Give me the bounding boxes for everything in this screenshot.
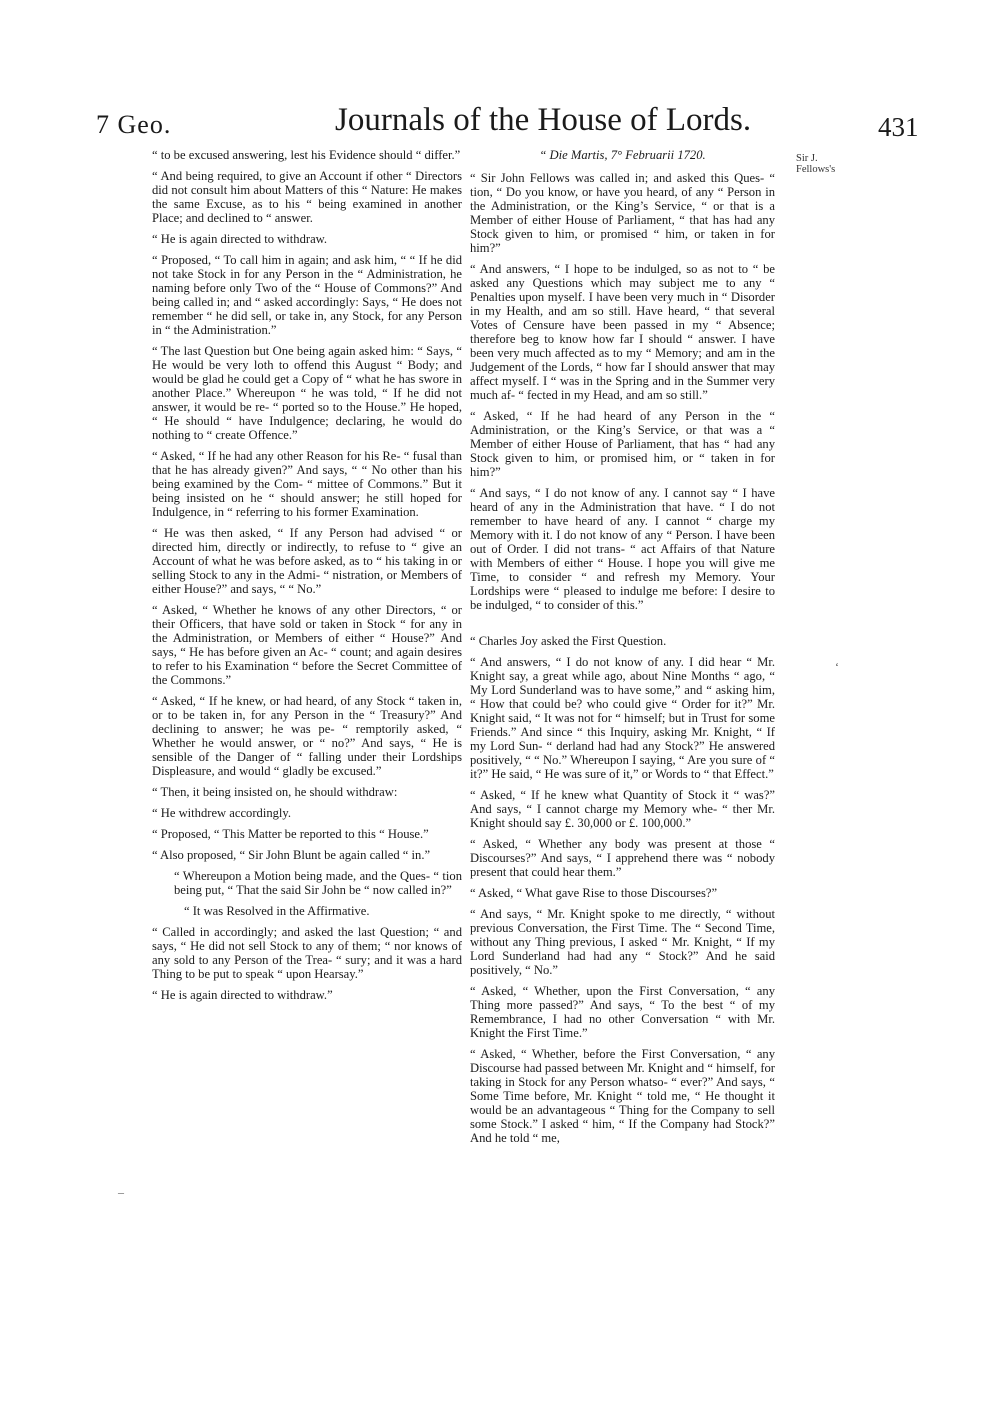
paragraph: “ He withdrew accordingly. (152, 806, 292, 820)
stray-mark: – (118, 1185, 124, 1199)
paragraph: “ And answers, “ I do not know of any. I did hear “ Mr. Knight say, a great while ago, about Nine Months “ ago, “ My Lord Sunderland was to have some,” and “ asking him, “ How that could be? who could give “ Order for it?” Mr. Knight said, “ It was not for “ himself; but in Trust for some Friends.” And since “ this Inquiry, asking Mr. Knight, “ If my Lord Sun- “ derland had had any Stock?” He answered positively, “ “ No.” Whereupon I saying, “ Are you sure of “ it?” He said, “ He was sure of it,” or Words to “ that Effect.” (470, 655, 775, 781)
stray-mark: ‘ (835, 660, 839, 674)
date-heading: “ Die Martis, 7° Februarii 1720. (539, 148, 706, 162)
page-number: 431 (878, 112, 919, 142)
paragraph: “ The last Question but One being again asked him: “ Says, “ He would be very loth to offend this August “ Body; and would be glad he could get a Copy of “ what he has swore in another Place.” Whereupon “ he was told, “ If he did not answer, it would be re- “ ported so to the House.” He hoped, “ He should “ have Indulgence; declaring, he would do nothing to “ create Offence.” (152, 344, 462, 442)
margin-note: Sir J. Fellows's (796, 153, 836, 175)
paragraph: “ Charles Joy asked the First Question. (470, 634, 667, 648)
journal-title: Journals of the House of Lords. (335, 102, 752, 138)
paragraph: “ It was Resolved in the Affirmative. (184, 904, 370, 918)
paragraph: “ He is again directed to withdraw. (152, 232, 328, 246)
paragraph: “ Asked, “ Whether, before the First Conversation, “ any Discourse had passed between Mr. Knight and “ himself, for taking in Stock for any Person whatso- “ ever?” And says, “ Some Time before, Mr. Knight “ told me, “ He thought it would be an advantageous “ Thing for the Company to sell some Stock.” I asked “ him, “ If the Company had Stock?” And he told “ me, (470, 1047, 775, 1145)
paragraph: “ Asked, “ If he had heard of any Person in the “ Administration, or the King’s Service, or that was a “ Member of either House of Parliament, that has “ had any Stock given to him, or promised him, or “ taken in for him?” (470, 409, 775, 479)
paragraph: “ And answers, “ I hope to be indulged, so as not to “ be asked any Questions which may subject me to any “ Penalties upon myself. I have been very much in “ Disorder in my Health, and am so still. Have heard, “ that several Votes of Censure have been passed in my “ Absence; therefore beg to know how far I should “ answer. I have been very much affected as to my “ Memory; and am in the Judgement of the Lords, “ how far I should answer that may affect myself. I “ was in the Spring and in the Summer very much af- “ fected in my Head, and am so still.” (470, 262, 775, 402)
paragraph: “ Asked, “ If he knew what Quantity of Stock it “ was?” And says, “ I cannot charge my Memory whe- “ ther Mr. Knight should say £. 30,000 or £. 100,000.” (470, 788, 775, 830)
paragraph: “ to be excused answering, lest his Evidence should “ differ.” (152, 148, 461, 162)
left-column (152, 148, 462, 1009)
paragraph: “ Asked, “ What gave Rise to those Discourses?” (470, 886, 718, 900)
paragraph: “ Asked, “ If he knew, or had heard, of any Stock “ taken in, or to be taken in, for any Person in the “ Treasury?” And declining to answer; he was pe- “ remptorily asked, “ Whether he would answer, or “ no?” And says, “ He is sensible of the Danger of “ falling under their Lordships Displeasure, and would “ gladly be excused.” (152, 694, 462, 778)
paragraph: “ Called in accordingly; and asked the last Question; “ and says, “ He did not sell Stock to any of them; “ nor knows of any sold to any Person of the Trea- “ sury; and it was a hard Thing to be put to speak “ upon Hearsay.” (152, 925, 462, 981)
right-column (470, 148, 775, 1152)
paragraph: “ Asked, “ If he had any other Reason for his Re- “ fusal than that he has already given?” And says, “ “ No other than his being examined by the Com- “ mittee of Commons.” But it being insisted on he “ should answer; he still hoped for Indulgence, in “ referring to his former Examination. (152, 449, 462, 519)
paragraph: “ And being required, to give an Account if other “ Directors did not consult him about Matters of this “ Nature: He makes the same Excuse, as to his “ being examined in another Place; and declined to “ answer. (152, 169, 462, 225)
paragraph: “ Proposed, “ This Matter be reported to this “ House.” (152, 827, 429, 841)
paragraph: “ He was then asked, “ If any Person had advised “ or directed him, directly or indirectly, to refuse to “ give an Account of what he was before asked, as to “ his taking in or selling Stock to any in the Admi- “ nistration, or Members of either House?” and says, “ “ No.” (152, 526, 462, 596)
paragraph: “ Asked, “ Whether he knows of any other Directors, “ or their Officers, that have sold or taken in Stock “ for any in the Administration, or Members of either “ House?” And says, “ He has before given an Ac- “ count; and again desires to refer to his Examination “ before the Secret Committee of the Commons.” (152, 603, 462, 687)
paragraph: “ He is again directed to withdraw.” (152, 988, 333, 1002)
paragraph: “ Also proposed, “ Sir John Blunt be again called “ in.” (152, 848, 431, 862)
paragraph: “ Sir John Fellows was called in; and asked this Ques- “ tion, “ Do you know, or have you heard, of any “ Person in the Administration, or the King’s Service, “ or that is a Member of either House of Parliament, “ that has had any Stock given to him, or promised “ him, or taken in for him?” (470, 171, 775, 255)
paragraph: “ Then, it being insisted on, he should withdraw: (152, 785, 398, 799)
paragraph: “ And says, “ I do not know of any. I cannot say “ I have heard of any in the Administration that have. “ I do not remember to have heard of any. I cannot “ charge my Memory with it. I do not know of any “ Person. I have been out of Order. I did not trans- “ act Affairs of that Nature with Members of either “ House. I hope you will give me Time, to consider “ and refresh my Memory. Your Lordships were “ pleased to indulge me before: I desire to be indulged, “ to consider of this.” (470, 486, 775, 612)
paragraph: “ Proposed, “ To call him in again; and ask him, “ “ If he did not take Stock in for any Person in the “ Administration, he naming before only Two of the “ House of Commons?” And being called in; and “ asked accordingly: Says, “ He does not remember “ he did sell, or take in, any Stock, for any Person in “ the Administration.” (152, 253, 462, 337)
paragraph: “ Asked, “ Whether, upon the First Conversation, “ any Thing more passed?” And says, “ To the best “ of my Remembrance, I had no other Conversation “ with Mr. Knight the First Time.” (470, 984, 775, 1040)
regnal-year: 7 Geo. (96, 110, 172, 139)
paragraph: “ And says, “ Mr. Knight spoke to me directly, “ without previous Conversation, the First Time. The “ Second Time, without any Thing previous, I asked “ Mr. Knight, “ If my Lord Sunderland had had any “ Stock?” And he said positively, “ No.” (470, 907, 775, 977)
paragraph: “ Asked, “ Whether any body was present at those “ Discourses?” And says, “ I apprehend there was “ nobody present that could hear them.” (470, 837, 775, 879)
paragraph: “ Whereupon a Motion being made, and the Ques- “ tion being put, “ That the said Sir John be “ now called in?” (174, 869, 462, 897)
